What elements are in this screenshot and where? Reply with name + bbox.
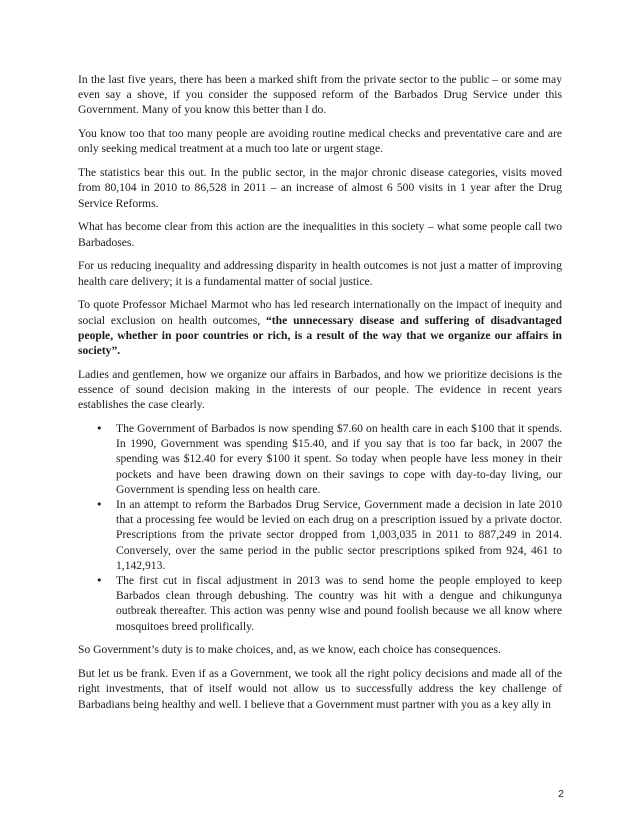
paragraph: What has become clear from this action are the inequalities in this society – what some people call two Barbadoses. [78,220,562,249]
page-body [78,72,562,720]
evidence-paragraph: Ladies and gentlemen, how we organize our affairs in Barbados, and how we prioritize decisions is the essence of sound decision making in the interests of our people. The evidence in recent years establishes the case clearly. [78,367,562,412]
quote-intro: To quote Professor Michael Marmot who has led research internationally on the impact of inequity and social exclusion on health outcomes, [78,298,562,327]
bullet-item-debushing: • The first cut in fiscal adjustment in 2013 was to send home the people employed to keep Barbados clean through debushing. The country was hit with a dengue and chikungunya outbreak thereafter. This action was penny wise and pound foolish because we all know where mosquitoes breed prolifically. [116,573,562,634]
quote-paragraph [78,297,562,358]
paragraph: You know too that too many people are avoiding routine medical checks and preventative care and are only seeking medical treatment at a much too late or urgent stage. [78,127,562,156]
page-number: 2 [558,788,564,800]
paragraph: The statistics bear this out. In the public sector, in the major chronic disease categories, visits moved from 80,104 in 2010 to 86,528 in 2011 – an increase of almost 6 500 visits in 1 year after the Drug Service Reforms. [78,166,562,210]
bullet-item-drug-service: • In an attempt to reform the Barbados Drug Service, Government made a decision in late 2010 that a processing fee would be levied on each drug on a prescription issued by a private doctor. Prescriptions from the private sector dropped from 1,003,035 in 2011 to 887,249 in 2014. Conversely, over the same period in the public sector prescriptions spiked from 924, 461 to 1,142,913. [116,497,562,573]
paragraph: For us reducing inequality and addressing disparity in health outcomes is not just a matter of improving health care delivery; it is a fundamental matter of social justice. [78,259,562,288]
paragraph: So Government’s duty is to make choices, and, as we know, each choice has consequences. [78,643,501,657]
paragraph: But let us be frank. Even if as a Government, we took all the right policy decisions and made all of the right investments, that of itself would not allow us to successfully address the key challenge of Barbadians being healthy and well. I believe that a Government must partner with you as a key ally in [78,667,562,711]
evidence-bullet-list [78,421,562,634]
bullet-item-health-spending: • The Government of Barbados is now spending $7.60 on health care in each $100 that it spends. In 1990, Government was spending $15.40, and if you say that is too far back, in 2007 the spending was $12.40 for every $100 it spent. So today when people have less money in their pockets and have been drawing down on their savings to cope with day-to-day living, our Government is spending less on health care. [116,421,562,497]
marmot-quote: “the unnecessary disease and suffering of disadvantaged people, whether in poor countries or rich, is a result of the way that we organize our affairs in society”. [78,313,562,358]
paragraph: In the last five years, there has been a marked shift from the private sector to the public – or some may even say a shove, if you consider the supposed reform of the Barbados Drug Service under this Government. Many of you know this better than I do. [78,73,562,117]
